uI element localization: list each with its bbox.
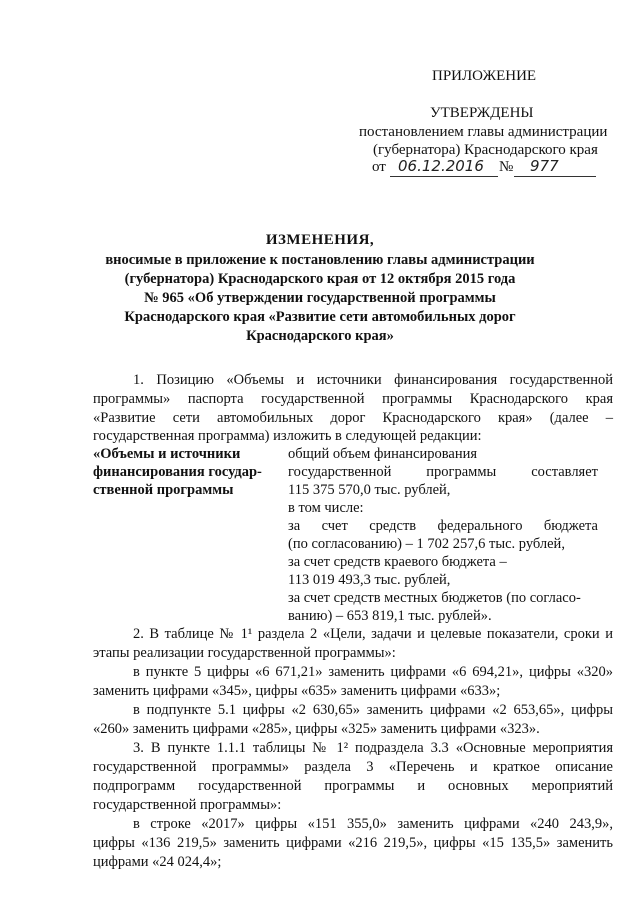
item1-line-2: программы» паспорта государственной программы Краснодарского края bbox=[93, 391, 613, 407]
title-line-4: Краснодарского края «Развитие сети автомобильных дорог bbox=[124, 309, 516, 325]
item2-line-1: 2. В таблице № 1¹ раздела 2 «Цели, задачи и целевые показатели, сроки и bbox=[133, 626, 613, 642]
from-label: от bbox=[372, 159, 386, 175]
number-label: № bbox=[499, 159, 514, 175]
item2-line-5: в подпункте 5.1 цифры «2 630,65» заменить цифрами «2 653,65», цифры bbox=[133, 702, 613, 718]
item3-line-4: государственной программы»: bbox=[93, 797, 282, 813]
item1-line-3: «Развитие сети автомобильных дорог Краснодарского края» (далее – bbox=[93, 410, 613, 426]
number-underline bbox=[514, 176, 596, 177]
title-line-5: Краснодарского края» bbox=[246, 328, 394, 344]
title-line-3: № 965 «Об утверждении государственной программы bbox=[144, 290, 496, 306]
date-underline bbox=[390, 176, 498, 177]
item2-line-6: «260» заменить цифрами «285», цифры «325» заменить цифрами «323». bbox=[93, 721, 540, 737]
item3-line-7: цифрами «24 024,4»; bbox=[93, 854, 222, 870]
item2-line-2: этапы реализации государственной программы»: bbox=[93, 645, 396, 661]
table-right-line-9: за счет средств местных бюджетов (по согласо- bbox=[288, 590, 581, 606]
item3-line-5: в строке «2017» цифры «151 355,0» заменить цифрами «240 243,9», bbox=[133, 816, 613, 832]
table-right-line-3: 115 375 570,0 тыс. рублей, bbox=[288, 482, 451, 498]
handwritten-number: 977 bbox=[530, 157, 559, 175]
table-right-line-5: за счет средств федерального бюджета bbox=[288, 518, 598, 534]
table-right-line-6: (по согласованию) – 1 702 257,6 тыс. рублей, bbox=[288, 536, 565, 552]
handwritten-date: 06.12.2016 bbox=[398, 157, 484, 175]
item1-line-4: государственная программа) изложить в следующей редакции: bbox=[93, 428, 482, 444]
table-left-line-2: финансирования государ- bbox=[93, 464, 262, 480]
title-line-1: вносимые в приложение к постановлению главы администрации bbox=[105, 252, 535, 268]
table-left-line-3: ственной программы bbox=[93, 482, 234, 498]
changes-heading: ИЗМЕНЕНИЯ, bbox=[265, 232, 375, 248]
item3-line-2: государственной программы» раздела 3 «Перечень и краткое описание bbox=[93, 759, 613, 775]
approved-label: УТВЕРЖДЕНЫ bbox=[430, 105, 534, 121]
item3-line-3: подпрограмм государственной программы и основных мероприятий bbox=[93, 778, 613, 794]
table-right-line-7: за счет средств краевого бюджета – bbox=[288, 554, 507, 570]
item2-line-4: заменить цифрами «345», цифры «635» заменить цифрами «633»; bbox=[93, 683, 501, 699]
table-right-line-4: в том числе: bbox=[288, 500, 364, 516]
item2-line-3: в пункте 5 цифры «6 671,21» заменить цифрами «6 694,21», цифры «320» bbox=[133, 664, 613, 680]
table-right-line-2: государственной программы составляет bbox=[288, 464, 598, 480]
table-right-line-1: общий объем финансирования bbox=[288, 446, 478, 462]
item3-line-6: цифры «136 219,5» заменить цифрами «216 219,5», цифры «15 135,5» заменить bbox=[93, 835, 613, 851]
title-line-2: (губернатора) Краснодарского края от 12 октября 2015 года bbox=[124, 271, 516, 287]
table-right-line-10: ванию) – 653 819,1 тыс. рублей». bbox=[288, 608, 492, 624]
item1-line-1: 1. Позицию «Объемы и источники финансирования государственной bbox=[133, 372, 613, 388]
table-right-line-8: 113 019 493,3 тыс. рублей, bbox=[288, 572, 451, 588]
approval-line-1: постановлением главы администрации bbox=[359, 124, 608, 140]
table-left-line-1: «Объемы и источники bbox=[93, 446, 241, 462]
appendix-label: ПРИЛОЖЕНИЕ bbox=[432, 68, 537, 84]
item3-line-1: 3. В пункте 1.1.1 таблицы № 1² подраздела 3.3 «Основные мероприятия bbox=[133, 740, 613, 756]
approval-line-2: (губернатора) Краснодарского края bbox=[373, 142, 598, 158]
